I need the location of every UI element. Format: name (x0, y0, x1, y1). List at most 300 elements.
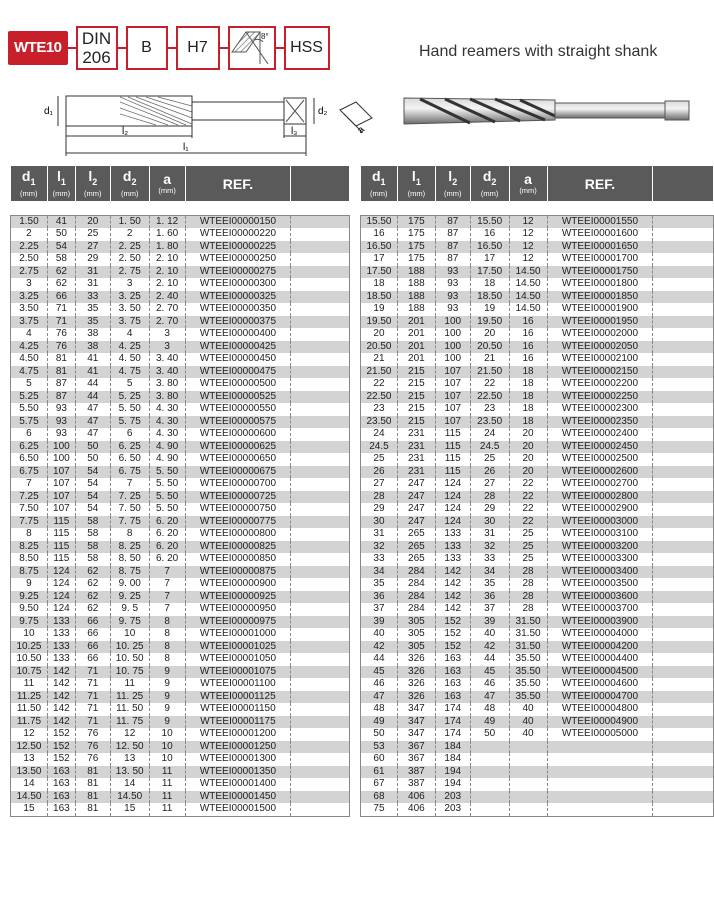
table-row (361, 266, 714, 279)
table-cell: 124 (47, 566, 75, 579)
table-row (11, 478, 350, 491)
table-cell (470, 741, 509, 754)
table-cell: WTEEI00000600 (185, 428, 291, 441)
table-row (11, 703, 350, 716)
table-cell: 50 (361, 728, 398, 741)
table-cell: 2. 70 (149, 303, 185, 316)
table-cell: WTEEI00001400 (185, 778, 291, 791)
table-row (11, 766, 350, 779)
table-cell: 48 (361, 703, 398, 716)
table-cell (509, 791, 547, 804)
table-cell: 3 (149, 328, 185, 341)
table-cell: 11. 25 (110, 691, 149, 704)
table-cell (547, 791, 653, 804)
table-row (361, 478, 714, 491)
table-cell: 115 (47, 553, 75, 566)
table-cell: 47 (361, 691, 398, 704)
table-cell-blank (291, 441, 350, 454)
table-cell-blank (291, 528, 350, 541)
table-cell: 201 (397, 341, 435, 354)
table-cell: 215 (397, 366, 435, 379)
table-cell: 5. 50 (149, 503, 185, 516)
table-cell: 54 (75, 466, 110, 479)
table-cell: 100 (435, 341, 470, 354)
table-cell: 71 (75, 703, 110, 716)
table-cell: 107 (47, 503, 75, 516)
table-cell-blank (653, 291, 714, 304)
table-cell: 66 (75, 628, 110, 641)
table-cell: 21.50 (361, 366, 398, 379)
table-cell-blank (291, 491, 350, 504)
table-cell: 31 (361, 528, 398, 541)
table-cell-blank (653, 753, 714, 766)
table-cell: 1. 50 (110, 215, 149, 228)
table-cell: 201 (397, 316, 435, 329)
table-cell: 10. 25 (110, 641, 149, 654)
table-cell: WTEEI00002250 (547, 391, 653, 404)
table-cell-blank (291, 778, 350, 791)
table-row (11, 416, 350, 429)
table-cell: WTEEI00003100 (547, 528, 653, 541)
spacer-row (361, 201, 714, 215)
table-cell: WTEEI00000350 (185, 303, 291, 316)
table-cell: 10 (110, 628, 149, 641)
table-cell-blank (291, 366, 350, 379)
column-header (397, 166, 435, 201)
table-cell (509, 803, 547, 816)
table-cell: 11. 50 (110, 703, 149, 716)
table-cell: 66 (75, 641, 110, 654)
table-cell: 107 (435, 416, 470, 429)
table-cell: WTEEI00000220 (185, 228, 291, 241)
table-row (361, 566, 714, 579)
table-cell: 13 (110, 753, 149, 766)
table-cell-blank (653, 378, 714, 391)
table-cell: 8. 25 (110, 541, 149, 554)
table-cell: 305 (397, 641, 435, 654)
l1-label: l₁ (183, 142, 189, 153)
table-cell: 75 (361, 803, 398, 816)
table-cell-blank (653, 278, 714, 291)
table-cell: 46 (361, 678, 398, 691)
table-cell: 124 (435, 503, 470, 516)
table-cell-blank (291, 253, 350, 266)
table-cell-blank (291, 741, 350, 754)
table-cell: 6. 20 (149, 528, 185, 541)
table-cell: 87 (435, 241, 470, 254)
table-cell: WTEEI00001550 (547, 215, 653, 228)
column-header (185, 166, 291, 201)
table-cell-blank (291, 266, 350, 279)
table-cell: 16 (509, 316, 547, 329)
table-cell-blank (653, 666, 714, 679)
column-unit: (mm) (519, 186, 537, 195)
table-cell: 152 (435, 616, 470, 629)
table-cell: 163 (47, 803, 75, 816)
table-cell: 23 (361, 403, 398, 416)
table-cell: 3 (110, 278, 149, 291)
table-cell: 2. 10 (149, 266, 185, 279)
table-cell: 406 (397, 791, 435, 804)
table-row (11, 316, 350, 329)
table-cell: 284 (397, 578, 435, 591)
table-cell: 152 (435, 641, 470, 654)
table-cell: 367 (397, 753, 435, 766)
table-cell: 194 (435, 778, 470, 791)
table-cell: 15 (110, 803, 149, 816)
table-row (361, 666, 714, 679)
table-cell: 2.75 (11, 266, 48, 279)
table-cell: 133 (435, 528, 470, 541)
table-cell-blank (291, 803, 350, 816)
table-row (361, 578, 714, 591)
table-cell: 6. 20 (149, 553, 185, 566)
table-cell: 387 (397, 778, 435, 791)
table-cell: 7 (149, 578, 185, 591)
table-cell: WTEEI00001000 (185, 628, 291, 641)
table-cell: 152 (47, 728, 75, 741)
table-cell: 175 (397, 215, 435, 228)
table-cell: WTEEI00000725 (185, 491, 291, 504)
table-cell: 7. 50 (110, 503, 149, 516)
table-row (11, 466, 350, 479)
table-cell: 142 (47, 716, 75, 729)
table-cell-blank (653, 341, 714, 354)
table-cell: 7 (11, 478, 48, 491)
table-cell: WTEEI00003500 (547, 578, 653, 591)
table-cell: 21 (470, 353, 509, 366)
table-cell: 387 (397, 766, 435, 779)
table-cell: 76 (47, 328, 75, 341)
table-cell: 4. 50 (110, 353, 149, 366)
table-cell (547, 778, 653, 791)
table-cell: 124 (435, 516, 470, 529)
table-cell: WTEEI00000950 (185, 603, 291, 616)
table-cell: 163 (435, 653, 470, 666)
table-cell: WTEEI00002900 (547, 503, 653, 516)
table-cell: 4. 25 (110, 341, 149, 354)
table-cell: 71 (47, 316, 75, 329)
table-cell: 22 (509, 491, 547, 504)
table-cell: 175 (397, 228, 435, 241)
table-cell: 8 (149, 628, 185, 641)
table-cell: 3 (11, 278, 48, 291)
table-cell-blank (291, 278, 350, 291)
table-cell: 40 (361, 628, 398, 641)
table-cell: 5. 50 (149, 466, 185, 479)
column-symbol: REF. (222, 175, 254, 192)
table-cell: 11 (149, 778, 185, 791)
table-cell: WTEEI00000325 (185, 291, 291, 304)
table-cell: 24 (361, 428, 398, 441)
table-cell: 17 (470, 253, 509, 266)
table-cell: 6.50 (11, 453, 48, 466)
table-cell: 7 (110, 478, 149, 491)
table-cell: 24.5 (361, 441, 398, 454)
table-cell: WTEEI00000650 (185, 453, 291, 466)
material-badge: HSS (284, 26, 330, 70)
table-cell-blank (653, 303, 714, 316)
table-cell: 10.50 (11, 653, 48, 666)
table-cell: 28 (509, 578, 547, 591)
table-cell: 71 (75, 691, 110, 704)
table-row (361, 628, 714, 641)
table-cell: 41 (75, 353, 110, 366)
table-cell: 1. 12 (149, 215, 185, 228)
table-cell: 100 (435, 316, 470, 329)
table-cell: WTEEI00005000 (547, 728, 653, 741)
table-cell: 21.50 (470, 366, 509, 379)
table-cell-blank (291, 353, 350, 366)
table-cell: 100 (435, 328, 470, 341)
table-cell: 14.50 (509, 278, 547, 291)
table-cell: 163 (47, 791, 75, 804)
table-cell: 305 (397, 616, 435, 629)
table-row (11, 516, 350, 529)
column-header (149, 166, 185, 201)
table-cell: 25 (509, 528, 547, 541)
table-cell: 326 (397, 653, 435, 666)
table-cell-blank (653, 215, 714, 228)
table-cell: 5. 50 (149, 478, 185, 491)
table-cell: 3. 75 (110, 316, 149, 329)
column-symbol: REF. (584, 175, 616, 192)
table-row (361, 416, 714, 429)
table-cell-blank (291, 728, 350, 741)
table-cell-blank (291, 316, 350, 329)
table-cell (470, 766, 509, 779)
table-cell-blank (291, 391, 350, 404)
table-cell (509, 766, 547, 779)
table-cell: 184 (435, 741, 470, 754)
table-cell: 6 (11, 428, 48, 441)
table-cell: 4.50 (11, 353, 48, 366)
table-cell: WTEEI00000500 (185, 378, 291, 391)
table-row (11, 403, 350, 416)
table-cell: 31.50 (509, 641, 547, 654)
table-cell: 42 (361, 641, 398, 654)
table-cell: 31 (470, 528, 509, 541)
table-cell: 62 (75, 566, 110, 579)
table-row (361, 453, 714, 466)
table-cell: 39 (470, 616, 509, 629)
table-cell: 2. 50 (110, 253, 149, 266)
table-cell: 4. 30 (149, 416, 185, 429)
table-cell: 38 (75, 328, 110, 341)
table-cell: 33 (470, 553, 509, 566)
table-cell: 19.50 (361, 316, 398, 329)
table-cell: 133 (435, 553, 470, 566)
column-symbol: a (163, 171, 171, 187)
table-cell: 115 (435, 453, 470, 466)
table-cell: 41 (47, 215, 75, 228)
table-cell-blank (291, 666, 350, 679)
table-cell: WTEEI00001250 (185, 741, 291, 754)
table-row (361, 616, 714, 629)
table-cell: 48 (470, 703, 509, 716)
table-cell: 2 (110, 228, 149, 241)
table-cell: 175 (397, 253, 435, 266)
table-cell: 35 (361, 578, 398, 591)
table-cell-blank (653, 616, 714, 629)
table-cell: WTEEI00000450 (185, 353, 291, 366)
l3-label: l₃ (291, 126, 298, 137)
table-row (11, 603, 350, 616)
table-row (361, 491, 714, 504)
table-cell: 15.50 (470, 215, 509, 228)
table-cell: 12 (509, 215, 547, 228)
table-cell: 40 (509, 716, 547, 729)
table-cell: 265 (397, 553, 435, 566)
table-row (11, 491, 350, 504)
table-cell: 2. 70 (149, 316, 185, 329)
table-cell: 28 (361, 491, 398, 504)
column-unit: (mm) (444, 188, 462, 198)
table-cell-blank (291, 566, 350, 579)
table-cell: WTEEI00000250 (185, 253, 291, 266)
table-cell (470, 791, 509, 804)
table-cell: 6 (110, 428, 149, 441)
table-cell: WTEEI00001650 (547, 241, 653, 254)
table-cell: 39 (361, 616, 398, 629)
column-header (547, 166, 653, 201)
table-cell-blank (291, 791, 350, 804)
table-cell: WTEEI00003900 (547, 616, 653, 629)
table-cell: WTEEI00001300 (185, 753, 291, 766)
table-cell-blank (291, 453, 350, 466)
table-cell-blank (291, 766, 350, 779)
table-cell: 25 (509, 553, 547, 566)
table-cell: 53 (361, 741, 398, 754)
table-cell: 9.25 (11, 591, 48, 604)
table-cell-blank (291, 678, 350, 691)
table-cell: 16 (509, 341, 547, 354)
table-cell: 11.75 (11, 716, 48, 729)
table-cell-blank (291, 378, 350, 391)
table-cell: 29 (75, 253, 110, 266)
table-cell: 9 (149, 703, 185, 716)
column-subscript: 2 (131, 176, 137, 187)
table-cell: WTEEI00001450 (185, 791, 291, 804)
table-cell: WTEEI00003600 (547, 591, 653, 604)
table-cell-blank (653, 566, 714, 579)
table-cell-blank (653, 416, 714, 429)
table-cell: 8 (110, 528, 149, 541)
table-cell: 50 (75, 453, 110, 466)
table-cell-blank (653, 241, 714, 254)
table-cell: 12. 50 (110, 741, 149, 754)
table-cell: WTEEI00001500 (185, 803, 291, 816)
table-cell: 265 (397, 541, 435, 554)
column-header (509, 166, 547, 201)
right-header-row (361, 166, 714, 201)
table-cell: 4. 30 (149, 403, 185, 416)
table-cell: 10. 75 (110, 666, 149, 679)
table-cell: 19.50 (470, 316, 509, 329)
table-row (11, 666, 350, 679)
table-cell: 66 (75, 653, 110, 666)
table-cell: 34 (470, 566, 509, 579)
table-cell: 1. 80 (149, 241, 185, 254)
table-cell: WTEEI00000900 (185, 578, 291, 591)
table-cell: 93 (47, 403, 75, 416)
column-header (653, 166, 714, 201)
table-cell: 2. 75 (110, 266, 149, 279)
table-cell: 8 (149, 653, 185, 666)
table-cell-blank (291, 428, 350, 441)
table-cell (509, 741, 547, 754)
table-cell: 124 (47, 603, 75, 616)
table-cell: WTEEI00001850 (547, 291, 653, 304)
table-cell: 81 (75, 791, 110, 804)
table-cell: 18 (509, 366, 547, 379)
table-row (361, 441, 714, 454)
table-row (361, 353, 714, 366)
table-cell: 6. 20 (149, 516, 185, 529)
table-cell: 406 (397, 803, 435, 816)
table-cell: 58 (47, 253, 75, 266)
table-cell-blank (653, 491, 714, 504)
table-cell: 305 (397, 628, 435, 641)
table-cell: 44 (75, 391, 110, 404)
table-row (361, 791, 714, 804)
table-cell: 2.25 (11, 241, 48, 254)
table-cell: 7 (149, 591, 185, 604)
table-cell: 163 (435, 691, 470, 704)
table-cell: 12 (110, 728, 149, 741)
table-cell-blank (653, 741, 714, 754)
table-cell-blank (291, 328, 350, 341)
table-cell: WTEEI00000925 (185, 591, 291, 604)
table-cell: 3. 80 (149, 378, 185, 391)
table-cell: 20 (509, 428, 547, 441)
table-row (11, 253, 350, 266)
table-cell: 46 (470, 678, 509, 691)
table-cell: 81 (75, 766, 110, 779)
table-cell: 8.50 (11, 553, 48, 566)
table-cell: 58 (75, 516, 110, 529)
table-row (361, 653, 714, 666)
table-cell: 203 (435, 791, 470, 804)
table-row (11, 578, 350, 591)
table-cell: 115 (435, 466, 470, 479)
table-cell: 5 (11, 378, 48, 391)
table-cell: 3 (149, 341, 185, 354)
table-cell: 133 (47, 641, 75, 654)
table-cell: 1. 60 (149, 228, 185, 241)
table-cell: 14.50 (110, 791, 149, 804)
table-cell: 41 (75, 366, 110, 379)
table-cell: 4.75 (11, 366, 48, 379)
table-cell: 10.75 (11, 666, 48, 679)
column-subscript: 1 (30, 176, 36, 187)
table-cell: 152 (47, 741, 75, 754)
table-cell: 28 (509, 566, 547, 579)
table-cell-blank (291, 603, 350, 616)
table-cell: 45 (361, 666, 398, 679)
table-cell: 49 (361, 716, 398, 729)
table-cell: WTEEI00000875 (185, 566, 291, 579)
table-cell: 50 (75, 441, 110, 454)
table-cell: 32 (470, 541, 509, 554)
table-cell (547, 766, 653, 779)
table-cell: 24.5 (470, 441, 509, 454)
table-row (361, 528, 714, 541)
table-cell: 8. 75 (110, 566, 149, 579)
table-cell: 54 (75, 478, 110, 491)
din-standard-badge (76, 26, 118, 70)
table-cell: 326 (397, 666, 435, 679)
